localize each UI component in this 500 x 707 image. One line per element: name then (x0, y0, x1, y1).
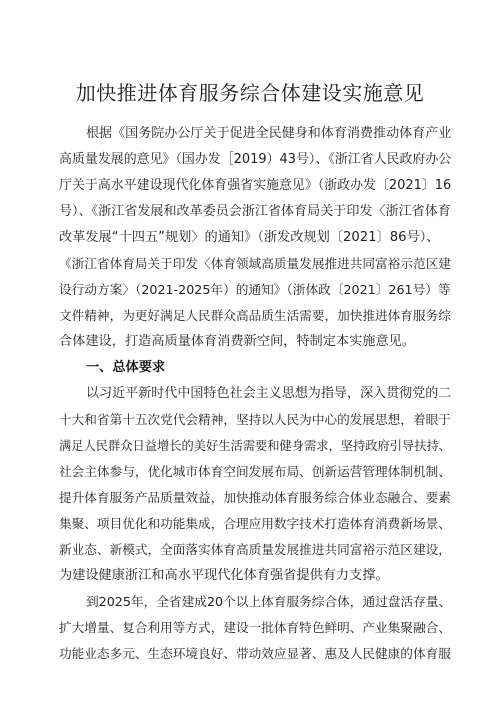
paragraph-line: 文件精神，为更好满足人民群众高品质生活需要，加快推进体育服务综 (59, 308, 451, 323)
paragraph-line: 设行动方案〉（2021-2025年）的通知》（浙体政〔2021〕261号）等 (59, 282, 451, 297)
paragraph-line: 《浙江省体育局关于印发〈体育领域高质量发展推进共同富裕示范区建 (59, 256, 451, 271)
paragraph-line: 为建设健康浙江和高水平现代化体育强省提供有力支撑。 (59, 568, 389, 583)
paragraph-line: 社会主体参与，优化城市体育空间发展布局、创新运营管理体制机制、 (59, 464, 451, 479)
paragraph-line: 高质量发展的意见》（国办发［2019）43号）、《浙江省人民政府办公 (59, 152, 452, 167)
paragraph-line: 提升体育服务产品质量效益，加快推动体育服务综合体业态融合、要素 (59, 490, 451, 505)
paragraph-line: 满足人民群众日益增长的美好生活需要和健身需求，坚持政府引导扶持、 (59, 439, 451, 453)
paragraph-line: 根据《国务院办公厅关于促进全民健身和体育消费推动体育产业 (86, 126, 452, 141)
paragraph-line: 十大和省第十五次党代会精神，坚持以人民为中心的发展思想，着眼于 (59, 412, 451, 427)
paragraph-line: 改革发展“十四五”规划〉的通知》（浙发改规划〔2021〕86号）、 (59, 230, 440, 245)
paragraph-line: 功能业态多元、生态环境良好、带动效应显著、惠及人民健康的体育服 (59, 646, 451, 661)
paragraph-line: 集聚、项目优化和功能集成，合理应用数字技术打造体育消费新场景、 (59, 516, 451, 531)
document-title: 加快推进体育服务综合体建设实施意见 (75, 81, 425, 105)
paragraph-line: 扩大增量、复合利用等方式，建设一批体育特色鲜明、产业集聚融合、 (59, 620, 451, 635)
paragraph-line: 到2025年，全省建成20个以上体育服务综合体，通过盘活存量、 (86, 594, 452, 609)
paragraph-line: 新业态、新模式，全面落实体育高质量发展推进共同富裕示范区建设， (59, 542, 451, 557)
paragraph-line: 合体建设，打造高质量体育消费新空间，特制定本实施意见。 (59, 334, 416, 349)
paragraph-line: 号）、《浙江省发展和改革委员会浙江省体育局关于印发〈浙江省体育 (59, 204, 451, 219)
paragraph-line: 以习近平新时代中国特色社会主义思想为指导，深入贯彻党的二 (86, 386, 452, 401)
paragraph-line: 厅关于高水平建设现代化体育强省实施意见》（浙政办发〔2021〕16 (59, 178, 452, 193)
section-heading: 一、总体要求 (86, 360, 166, 375)
document-body (59, 121, 451, 667)
